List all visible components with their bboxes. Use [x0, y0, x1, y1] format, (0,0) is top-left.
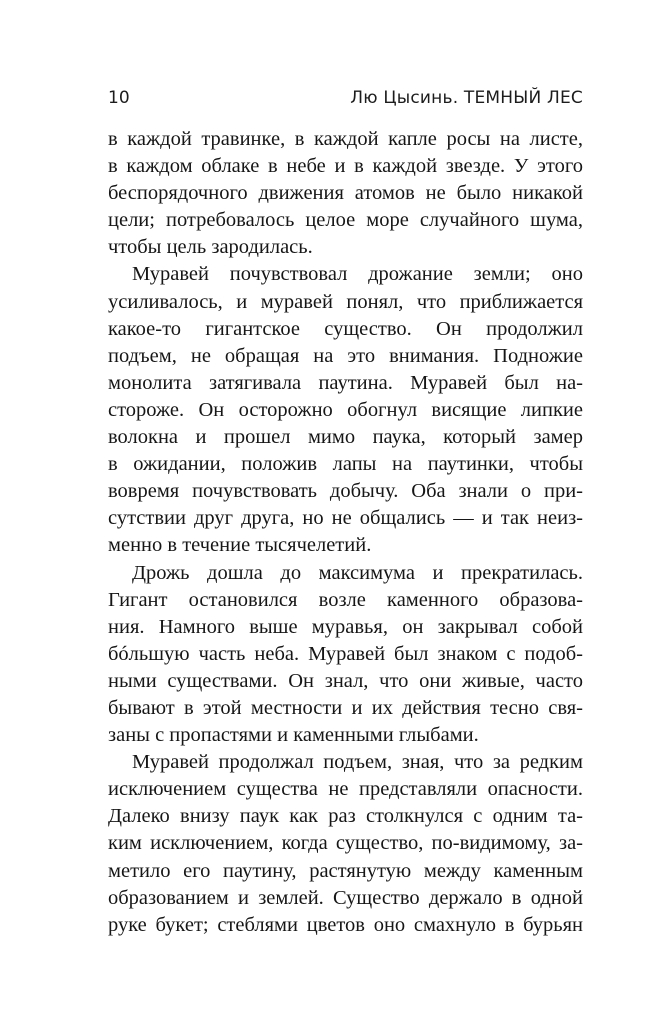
- text-line: Муравей продолжал подъем, зная, что за редким: [132, 751, 583, 774]
- paragraph: [108, 126, 583, 261]
- text-line: беспорядочного движения атомов не было никакой: [108, 182, 583, 205]
- text-line: усиливалось, и муравей понял, что приближается: [108, 290, 583, 313]
- text-line: в каждой травинке, в каждой капле росы на листе,: [108, 128, 583, 150]
- text-line: волокна и прошел мимо паука, который замер: [108, 426, 583, 449]
- paragraph: [108, 749, 583, 939]
- text-line: метило его паутину, растянутую между каменным: [108, 859, 583, 882]
- text-line: Дрожь дошла до максимума и прекратилась.: [132, 561, 583, 584]
- page-number: 10: [108, 88, 130, 108]
- paragraph: [108, 560, 583, 750]
- body-text: [108, 126, 583, 939]
- text-line: Муравей почувствовал дрожание земли; оно: [132, 263, 583, 286]
- text-line: цели; потребовалось целое море случайного шума,: [108, 209, 583, 232]
- text-line: в ожидании, положив лапы на паутинки, чтобы: [108, 453, 583, 476]
- text-line: руке букет; стеблями цветов оно смахнуло в бурьян: [108, 913, 583, 936]
- text-line: монолита затягивала паутина. Муравей был на-: [108, 371, 583, 394]
- text-line: вовремя почувствовать добычу. Оба знали о при-: [108, 480, 583, 503]
- text-line: заны с пропастями и каменными глыбами.: [108, 724, 479, 747]
- text-line: Гигант остановился возле каменного образова-: [108, 588, 583, 611]
- text-line: бывают в этой местности и их действия тесно свя-: [108, 696, 583, 719]
- paragraph: [108, 261, 583, 559]
- text-line: ными существами. Он знал, что они живые, часто: [108, 669, 583, 692]
- text-line: образованием и землей. Существо держало в одной: [108, 886, 583, 909]
- text-line: какое-то гигантское существо. Он продолжил: [108, 317, 583, 340]
- book-title: Лю Цысинь. ТЕМНЫЙ ЛЕС: [350, 88, 583, 108]
- text-line: Далеко внизу паук как раз столкнулся с одним та-: [108, 805, 583, 828]
- text-line: исключением существа не представляли опасности.: [108, 778, 583, 801]
- text-line: стороже. Он осторожно обогнул висящие липкие: [108, 398, 583, 421]
- text-line: сутствии друг друга, но не общались — и так неиз-: [108, 507, 583, 530]
- text-line: ния. Намного выше муравья, он закрывал собой: [108, 615, 583, 638]
- text-line: подъем, не обращая на это внимания. Подножие: [108, 344, 583, 367]
- text-line: бóльшую часть неба. Муравей был знаком с подоб-: [108, 642, 583, 665]
- text-line: в каждом облаке в небе и в каждой звезде. У этого: [108, 155, 583, 178]
- text-line: менно в течение тысячелетий.: [108, 534, 372, 557]
- text-line: ким исключением, когда существо, по-видимому, за-: [108, 832, 583, 855]
- text-line: чтобы цель зародилась.: [108, 236, 313, 259]
- running-head: [108, 86, 583, 110]
